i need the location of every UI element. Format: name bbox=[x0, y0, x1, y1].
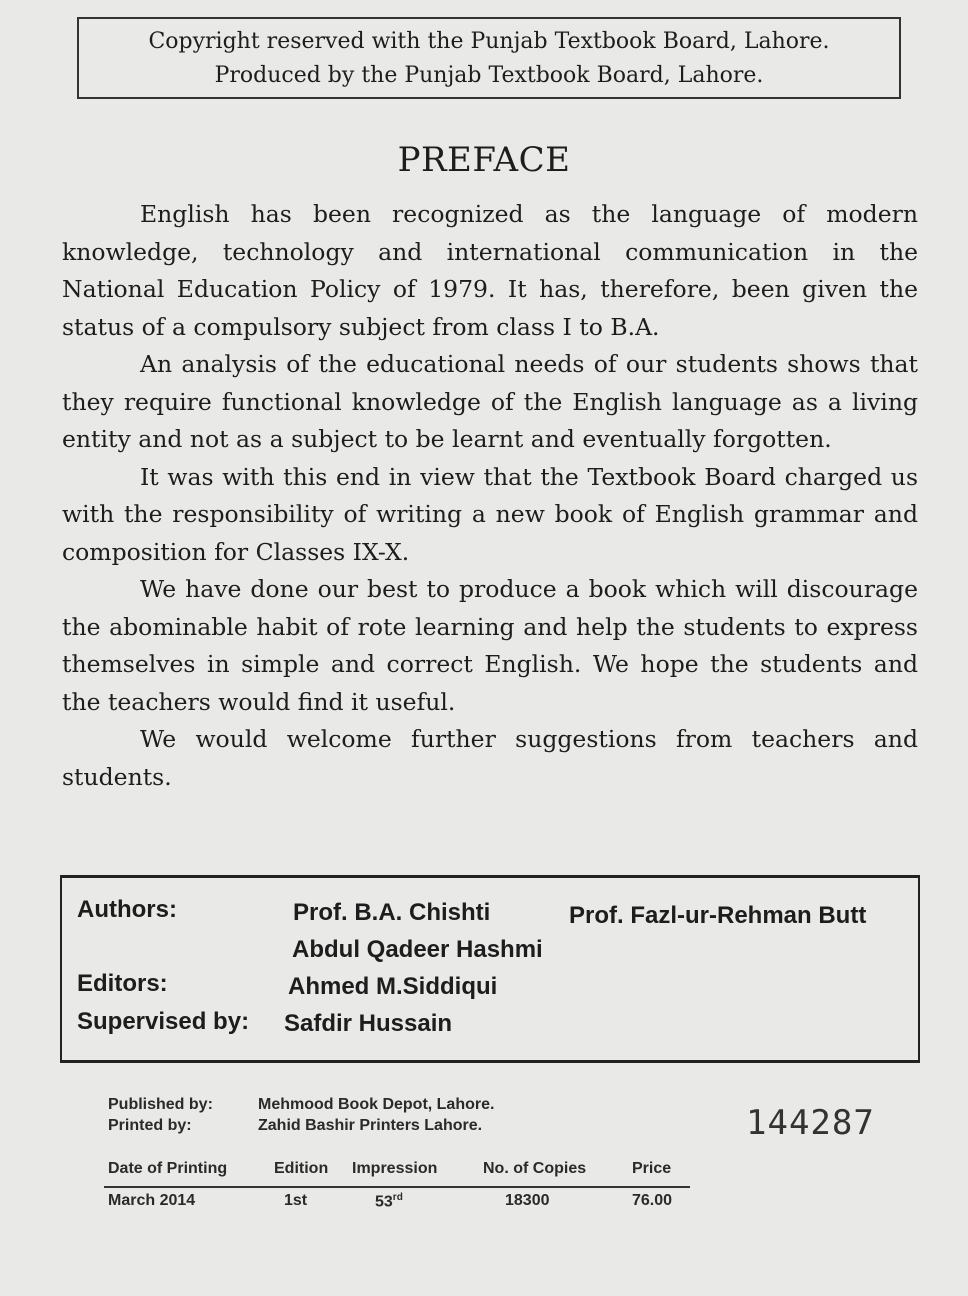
table-header: Price bbox=[632, 1160, 672, 1177]
author-name: Prof. B.A. Chishti bbox=[293, 899, 491, 926]
credits-box bbox=[60, 875, 920, 1063]
paragraph: We have done our best to produce a book which will discourage the abominable habit of rote learning and help the students to express themselves in simple and correct English. We hope the students and the teachers would find it useful. bbox=[62, 575, 918, 716]
author-name: Abdul Qadeer Hashmi bbox=[292, 936, 543, 963]
serial-number: 144287 bbox=[746, 1103, 875, 1143]
table-header: Impression bbox=[352, 1160, 438, 1177]
copyright-line: Copyright reserved with the Punjab Textbook Board, Lahore. bbox=[148, 29, 830, 54]
supervised-label: Supervised by: bbox=[77, 1008, 250, 1035]
published-label: Published by: bbox=[108, 1096, 213, 1113]
table-cell: 18300 bbox=[505, 1192, 550, 1209]
editors-label: Editors: bbox=[77, 970, 168, 997]
printer: Zahid Bashir Printers Lahore. bbox=[258, 1117, 483, 1134]
paragraph: It was with this end in view that the Textbook Board charged us with the responsibility of writing a new book of English grammar and composition for Classes IX-X. bbox=[62, 462, 918, 566]
table-cell: March 2014 bbox=[108, 1192, 196, 1209]
author-name: Prof. Fazl-ur-Rehman Butt bbox=[569, 902, 867, 929]
table-cell: 1st bbox=[284, 1192, 308, 1209]
copyright-box bbox=[77, 17, 901, 99]
impression-number: 53 bbox=[375, 1193, 393, 1211]
table-cell bbox=[375, 1192, 403, 1211]
impression-suffix: rd bbox=[392, 1192, 403, 1203]
editor-name: Ahmed M.Siddiqui bbox=[288, 973, 498, 1000]
preface-body bbox=[62, 196, 918, 796]
publisher: Mehmood Book Depot, Lahore. bbox=[258, 1096, 495, 1113]
supervisor-name: Safdir Hussain bbox=[284, 1010, 453, 1037]
authors-label: Authors: bbox=[77, 896, 177, 923]
produced-line: Produced by the Punjab Textbook Board, Lahore. bbox=[214, 63, 764, 88]
page-title: PREFACE bbox=[397, 140, 571, 180]
paragraph: English has been recognized as the language of modern knowledge, technology and international communication in the National Education Policy of 1979. It has, therefore, been given the status of a compulsory subject from class I to B.A. bbox=[62, 200, 918, 341]
table-header: No. of Copies bbox=[483, 1160, 587, 1177]
table-header: Edition bbox=[274, 1160, 329, 1177]
table-header: Date of Printing bbox=[108, 1160, 228, 1177]
paragraph: An analysis of the educational needs of our students shows that they require functional knowledge of the English language as a living entity and not as a subject to be learnt and eventually forgotten. bbox=[62, 350, 918, 453]
table-cell: 76.00 bbox=[632, 1192, 673, 1209]
paragraph: We would welcome further suggestions from teachers and students. bbox=[62, 725, 918, 791]
printed-label: Printed by: bbox=[108, 1117, 192, 1134]
table-divider bbox=[104, 1186, 690, 1188]
